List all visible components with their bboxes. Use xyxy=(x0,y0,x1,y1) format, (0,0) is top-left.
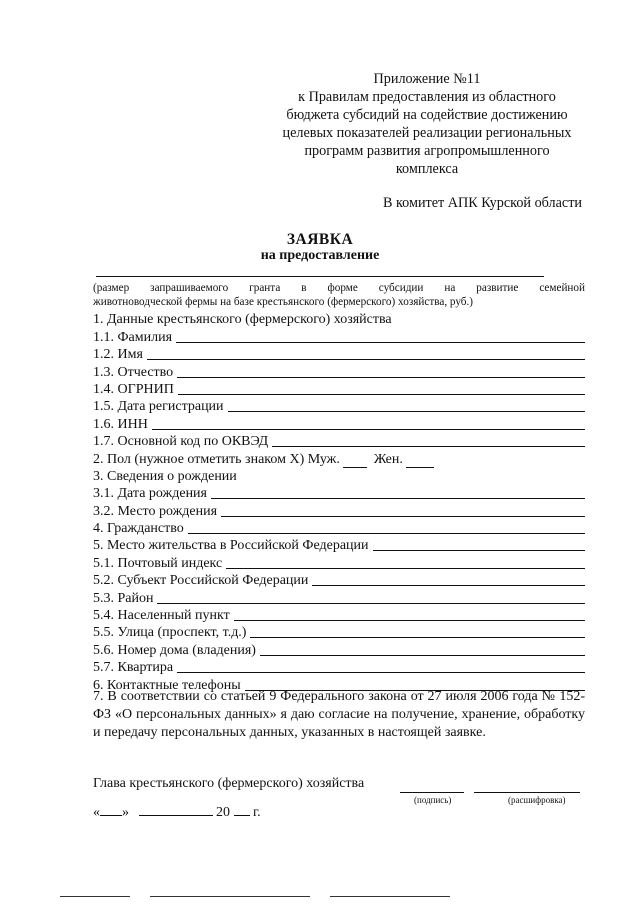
form-fields xyxy=(93,311,585,694)
document-subtitle: на предоставление xyxy=(260,248,380,263)
field-label: 5.2. Субъект Российской Федерации xyxy=(93,573,309,589)
field-input-line[interactable] xyxy=(312,584,585,586)
year-field[interactable] xyxy=(234,814,250,816)
field-input-line[interactable] xyxy=(250,636,585,638)
date-close-quote: » xyxy=(122,805,129,820)
form-field-row xyxy=(93,659,585,676)
field-label-female: Жен. xyxy=(373,451,403,467)
decode-caption: (расшифровка) xyxy=(508,795,566,805)
grant-amount-field[interactable] xyxy=(96,276,544,277)
annex-number: Приложение №11 xyxy=(373,71,481,87)
field-label: 5.6. Номер дома (владения) xyxy=(93,642,256,658)
annex-line: бюджета субсидий на содействие достижению xyxy=(286,107,568,123)
field-label: 5.5. Улица (проспект, т.д.) xyxy=(93,625,247,641)
field-input-line[interactable] xyxy=(373,549,585,551)
field-input-line[interactable] xyxy=(226,567,585,569)
field-label: 3. Сведения о рождении xyxy=(93,468,237,484)
signature-decode-field[interactable] xyxy=(474,792,580,793)
consent-text: 7. В соответствии со статьей 9 Федерального закона от 27 июля 2006 года № 152-ФЗ «О персональных данных» я даю согласие на получение, хранение, обработку и передачу персональных данных, указанных в настоящей заявке. xyxy=(93,689,585,740)
annex-line: комплекса xyxy=(395,161,459,177)
annex-line: к Правилам предоставления из областного xyxy=(298,89,556,105)
field-label: 1.4. ОГРНИП xyxy=(93,381,174,397)
field-label: 1.6. ИНН xyxy=(93,416,148,432)
field-input-line[interactable] xyxy=(176,341,585,343)
field-input-line[interactable] xyxy=(152,428,585,430)
form-field-row xyxy=(93,381,585,398)
date-open-quote: « xyxy=(93,805,100,820)
field-input-line[interactable] xyxy=(157,602,585,604)
year-suffix: г. xyxy=(253,805,261,820)
field-label: 5.1. Почтовый индекс xyxy=(93,555,223,571)
hint-line: животноводческой фермы на базе крестьянского (фермерского) хозяйства, руб.) xyxy=(93,296,474,308)
field-label: 3.1. Дата рождения xyxy=(93,486,207,502)
hint-line: (размер запрашиваемого гранта в форме субсидии на развитие семейной xyxy=(93,282,585,294)
form-field-row xyxy=(93,398,585,415)
signature-label: Глава крестьянского (фермерского) хозяйства xyxy=(93,776,365,791)
signature-caption: (подпись) xyxy=(414,795,452,805)
field-label: 1.1. Фамилия xyxy=(93,329,173,345)
field-input-line[interactable] xyxy=(234,619,585,621)
form-field-row xyxy=(93,554,585,571)
field-input-line[interactable] xyxy=(188,532,585,534)
form-field-row xyxy=(93,328,585,345)
addressee: В комитет АПК Курской области xyxy=(382,195,582,211)
form-field-row xyxy=(93,589,585,606)
field-label: 3.2. Место рождения xyxy=(93,503,218,519)
form-field-row xyxy=(93,624,585,641)
form-field-row xyxy=(93,502,585,519)
field-input-line[interactable] xyxy=(147,358,585,360)
year-prefix: 20 xyxy=(216,805,230,820)
field-input-line[interactable] xyxy=(177,671,585,673)
month-field[interactable] xyxy=(139,814,213,816)
field-label: 5.4. Населенный пункт xyxy=(93,608,230,624)
document-title: ЗАЯВКА xyxy=(286,231,354,248)
field-label: 5.7. Квартира xyxy=(93,660,174,676)
field-label: 2. Пол (нужное отметить знаком Х) Муж. xyxy=(93,451,340,467)
form-field-row xyxy=(93,468,585,485)
date-row xyxy=(93,805,261,821)
field-input-line[interactable] xyxy=(211,497,585,499)
form-field-row xyxy=(93,415,585,432)
annex-heading xyxy=(262,70,592,178)
field-input-line[interactable] xyxy=(260,654,585,656)
day-field[interactable] xyxy=(100,814,122,816)
signature-field[interactable] xyxy=(400,792,464,793)
footer-rule xyxy=(60,896,130,897)
field-label: 6. Контактные телефоны xyxy=(93,677,241,693)
field-input-line[interactable] xyxy=(221,515,585,517)
field-label: 1.3. Отчество xyxy=(93,364,174,380)
footer-rule xyxy=(330,896,450,897)
field-label: 1.5. Дата регистрации xyxy=(93,399,224,415)
form-field-row xyxy=(93,572,585,589)
form-field-row xyxy=(93,450,585,467)
form-field-row xyxy=(93,433,585,450)
form-field-row xyxy=(93,607,585,624)
annex-line: программ развития агропромышленного xyxy=(304,143,550,159)
field-label: 1.7. Основной код по ОКВЭД xyxy=(93,434,269,450)
field-label: 5.3. Район xyxy=(93,590,154,606)
form-field-row xyxy=(93,520,585,537)
field-label: 1. Данные крестьянского (фермерского) хозяйства xyxy=(93,312,392,328)
form-field-row xyxy=(93,485,585,502)
form-field-row xyxy=(93,363,585,380)
field-input-line[interactable] xyxy=(228,410,585,412)
form-field-row xyxy=(93,346,585,363)
form-field-row xyxy=(93,311,585,328)
footer-rule xyxy=(150,896,310,897)
male-mark-field[interactable] xyxy=(343,466,367,468)
field-label: 4. Гражданство xyxy=(93,521,184,537)
field-input-line[interactable] xyxy=(177,376,585,378)
form-field-row xyxy=(93,641,585,658)
annex-line: целевых показателей реализации региональных xyxy=(282,125,572,141)
field-label: 1.2. Имя xyxy=(93,347,143,363)
form-field-row xyxy=(93,537,585,554)
field-input-line[interactable] xyxy=(178,393,585,395)
field-input-line[interactable] xyxy=(272,445,585,447)
female-mark-field[interactable] xyxy=(406,466,434,468)
grant-amount-hint xyxy=(93,281,585,309)
field-label: 5. Место жительства в Российской Федерации xyxy=(93,538,369,554)
